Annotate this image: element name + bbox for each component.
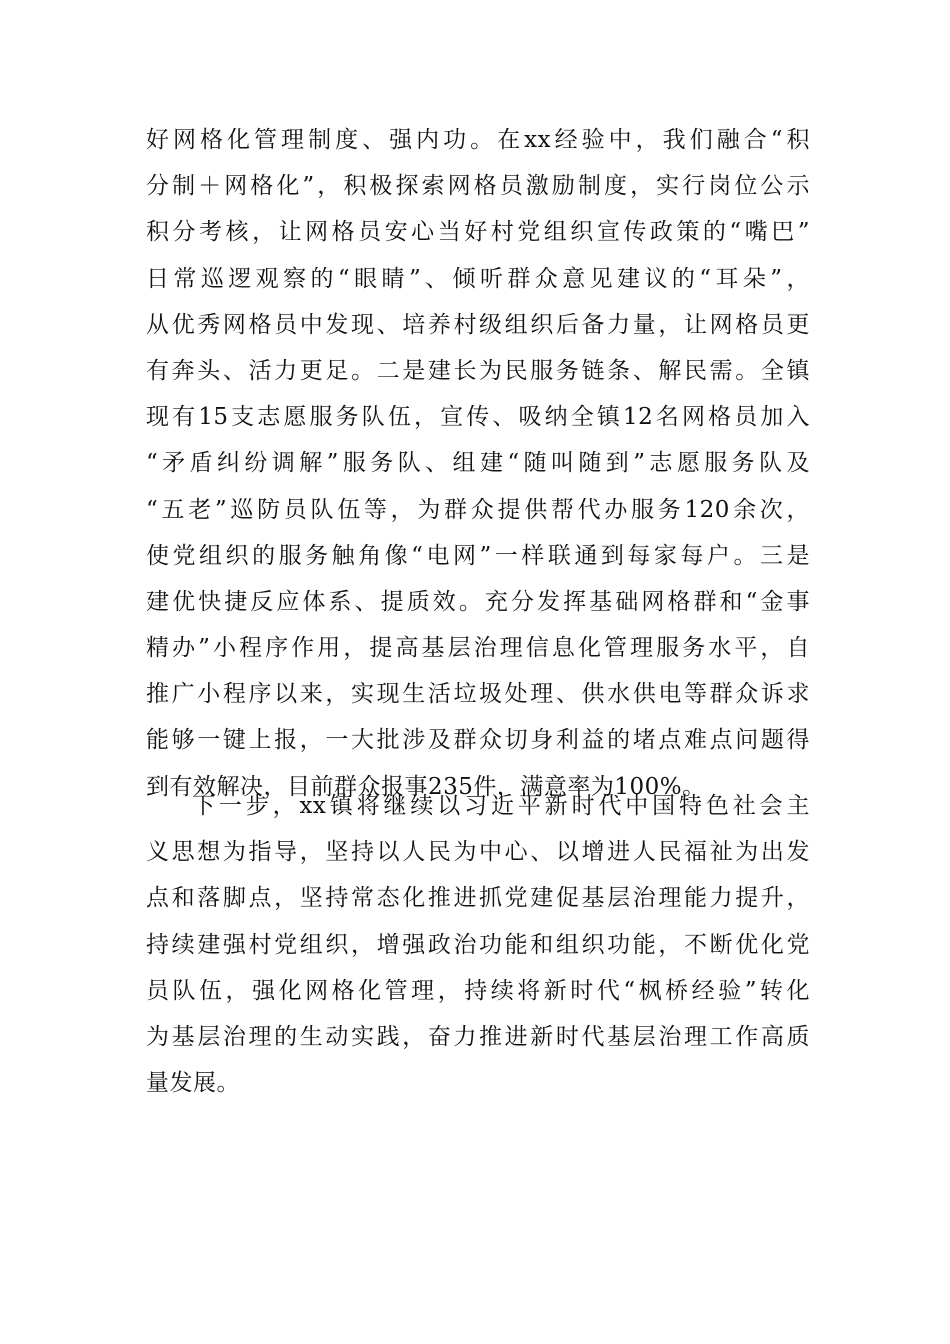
- text-line: 推广小程序以来，实现生活垃圾处理、供水供电等群众诉求: [146, 681, 810, 708]
- text-line: 建优快捷反应体系、提质效。充分发挥基础网格群和“金事: [146, 588, 810, 615]
- text-line: 义思想为指导，坚持以人民为中心、以增进人民福祉为出发: [146, 839, 810, 866]
- text-line: 使党组织的服务触角像“电网”一样联通到每家每户。三是: [146, 542, 810, 569]
- text-line: 到有效解决，目前群众报事235件，满意率为100%。: [146, 773, 706, 800]
- text-line: 日常巡逻观察的“眼睛”、倾听群众意见建议的“耳朵”，: [146, 265, 810, 292]
- text-line: 员队伍，强化网格化管理，持续将新时代“枫桥经验”转化: [146, 977, 810, 1004]
- text-line: 量发展。: [146, 1070, 240, 1097]
- text-line: 从优秀网格员中发现、培养村级组织后备力量，让网格员更: [146, 311, 810, 338]
- text-line: 好网格化管理制度、强内功。在xx经验中，我们融合“积: [146, 127, 810, 153]
- text-line: 现有15支志愿服务队伍，宣传、吸纳全镇12名网格员加入: [146, 404, 810, 431]
- text-line: 为基层治理的生动实践，奋力推进新时代基层治理工作高质: [146, 1023, 810, 1050]
- text-line: 持续建强村党组织，增强政治功能和组织功能，不断优化党: [146, 931, 810, 958]
- text-line: 点和落脚点，坚持常态化推进抓党建促基层治理能力提升，: [146, 885, 810, 912]
- text-line: 分制＋网格化”，积极探索网格员激励制度，实行岗位公示: [146, 173, 810, 200]
- text-line: 精办”小程序作用，提高基层治理信息化管理服务水平，自: [146, 635, 810, 662]
- text-line: “矛盾纠纷调解”服务队、组建“随叫随到”志愿服务队及: [146, 450, 810, 477]
- paragraph-next-steps: [146, 783, 810, 1106]
- paragraph-continued: [146, 117, 810, 810]
- text-line: 有奔头、活力更足。二是建长为民服务链条、解民需。全镇: [146, 357, 810, 384]
- text-line: 下一步，xx镇将继续以习近平新时代中国特色社会主: [192, 793, 810, 819]
- text-line: “五老”巡防员队伍等，为群众提供帮代办服务120余次，: [146, 496, 810, 523]
- text-line: 能够一键上报，一大批涉及群众切身利益的堵点难点问题得: [146, 727, 810, 754]
- text-line: 积分考核，让网格员安心当好村党组织宣传政策的“嘴巴”: [146, 219, 810, 246]
